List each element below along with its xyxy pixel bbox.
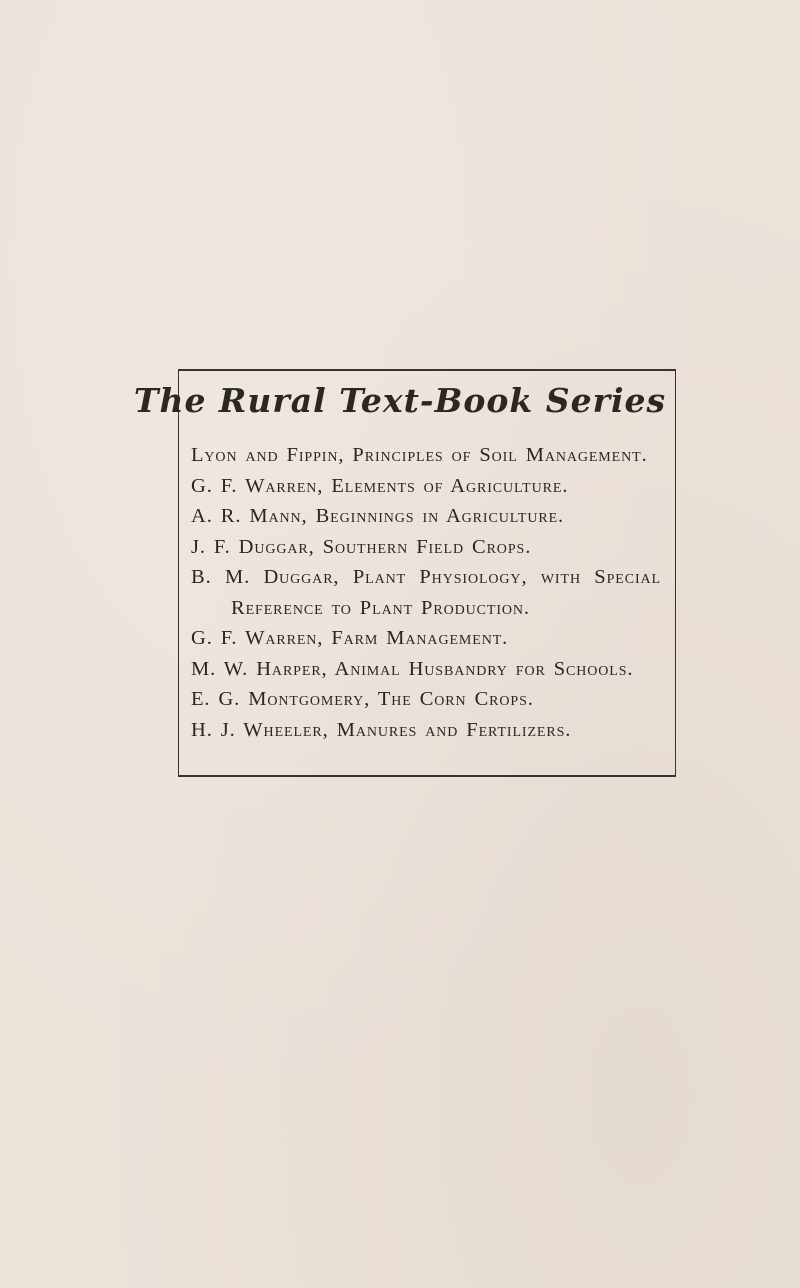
book-entry <box>191 562 661 623</box>
entry-title: Animal Husbandry for Schools. <box>334 657 634 680</box>
entry-author: M. W. Harper, <box>191 657 328 680</box>
book-list <box>191 440 661 745</box>
book-entry <box>191 532 661 563</box>
book-entry <box>191 623 661 654</box>
entry-title: The Corn Crops. <box>377 688 534 710</box>
entry-author: B. M. Duggar, <box>191 566 340 588</box>
entry-title: Plant Physiology, with Special Reference to Plant Production. <box>231 566 662 619</box>
entry-title: Manures and Fertilizers. <box>336 718 572 741</box>
book-entry <box>191 471 661 502</box>
entry-author: A. R. Mann, <box>191 505 308 527</box>
entry-author: G. F. Warren, <box>191 474 324 497</box>
entry-title: Principles of Soil Management. <box>352 444 648 466</box>
book-entry <box>191 684 661 715</box>
book-entry <box>191 654 661 685</box>
book-entry <box>191 501 661 532</box>
entry-title: Beginnings in Agriculture. <box>315 505 565 527</box>
entry-author: G. F. Warren, <box>191 627 324 649</box>
entry-author: H. J. Wheeler, <box>191 718 329 741</box>
book-entry <box>191 440 661 471</box>
entry-title: Southern Field Crops. <box>322 535 532 558</box>
book-entry <box>191 715 661 746</box>
series-title: The Rural Text-Book Series <box>133 381 667 420</box>
entry-author: Lyon and Fippin, <box>191 444 345 466</box>
entry-title: Farm Management. <box>331 627 509 649</box>
entry-author: E. G. Montgomery, <box>191 688 371 710</box>
entry-title: Elements of Agriculture. <box>331 474 569 497</box>
entry-author: J. F. Duggar, <box>191 535 315 558</box>
